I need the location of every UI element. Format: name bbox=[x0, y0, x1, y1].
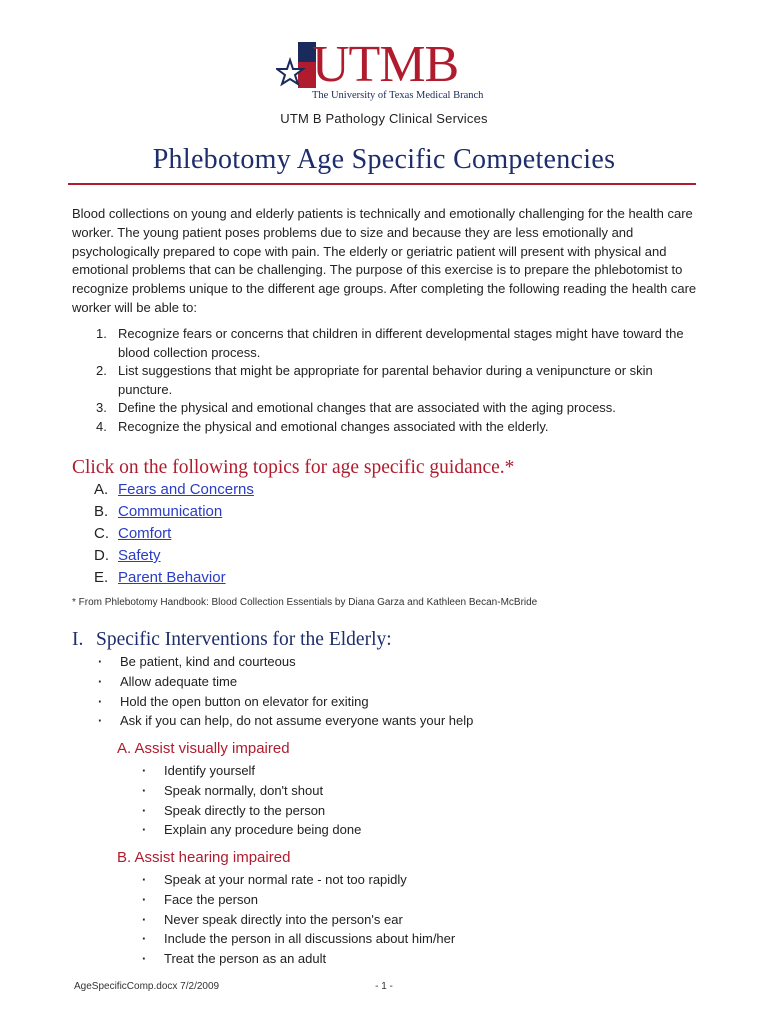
objectives-list bbox=[72, 325, 698, 437]
footer-filename: AgeSpecificComp.docx 7/2/2009 bbox=[74, 981, 220, 992]
list-item: · Speak directly to the person bbox=[138, 801, 361, 821]
section-numeral: I. bbox=[72, 629, 84, 650]
list-item: · Identify yourself bbox=[138, 761, 361, 781]
topic-link-communication[interactable]: Communication bbox=[118, 503, 223, 520]
section-title: Specific Interventions for the Elderly: bbox=[96, 629, 392, 650]
hearing-impaired-list bbox=[138, 870, 455, 969]
topic-item bbox=[94, 479, 254, 501]
list-item: · Face the person bbox=[138, 890, 455, 910]
utmb-logo bbox=[276, 38, 496, 104]
subheading-visually-impaired: A. Assist visually impaired bbox=[117, 740, 290, 757]
list-item: · Never speak directly into the person's ear bbox=[138, 910, 455, 930]
list-item: · Be patient, kind and courteous bbox=[94, 652, 473, 672]
topic-letter: A. bbox=[94, 481, 109, 498]
list-item: · Explain any procedure being done bbox=[138, 820, 361, 840]
topic-links bbox=[94, 479, 254, 589]
topic-letter: E. bbox=[94, 569, 109, 586]
objective-item bbox=[72, 418, 698, 437]
objective-number: 4. bbox=[96, 418, 107, 434]
list-item: · Allow adequate time bbox=[94, 672, 473, 692]
page-title: Phlebotomy Age Specific Competencies bbox=[152, 144, 616, 175]
objective-item bbox=[72, 325, 698, 362]
topic-link-comfort[interactable]: Comfort bbox=[118, 525, 172, 542]
topic-letter: C. bbox=[94, 525, 109, 542]
guidance-heading: Click on the following topics for age specific guidance.* bbox=[72, 457, 515, 478]
topic-link-fears-and-concerns[interactable]: Fears and Concerns bbox=[118, 481, 254, 498]
list-item: · Include the person in all discussions about him/her bbox=[138, 929, 455, 949]
source-note: * From Phlebotomy Handbook: Blood Collection Essentials by Diana Garza and Kathleen Becan-McBride bbox=[72, 597, 538, 608]
list-item: · Speak normally, don't shout bbox=[138, 781, 361, 801]
topic-letter: D. bbox=[94, 547, 109, 564]
topic-link-safety[interactable]: Safety bbox=[118, 547, 161, 564]
objective-text: Recognize fears or concerns that children in different developmental stages might have toward the blood collection process. bbox=[118, 326, 684, 360]
objective-number: 3. bbox=[96, 400, 107, 416]
page-number: - 1 - bbox=[375, 981, 393, 992]
topic-item bbox=[94, 545, 254, 567]
objective-number: 2. bbox=[96, 363, 107, 379]
topic-link-parent-behavior[interactable]: Parent Behavior bbox=[118, 569, 226, 586]
list-item: · Treat the person as an adult bbox=[138, 949, 455, 969]
department-name: UTM B Pathology Clinical Services bbox=[280, 111, 488, 126]
topic-item bbox=[94, 523, 254, 545]
topic-item bbox=[94, 501, 254, 523]
list-item: · Ask if you can help, do not assume everyone wants your help bbox=[94, 711, 473, 731]
intro-paragraph: Blood collections on young and elderly patients is technically and emotionally challenging for the health care worker. The young patient poses problems due to size and because they are less emotionally and psychologically prepared to cope with pain. The elderly or geriatric patient will present with physical and emotional problems that can be challenging. The purpose of this exercise is to prepare the phlebotomist to recognize problems unique to the different age groups. After completing the following reading the health care worker will be able to: bbox=[72, 206, 697, 315]
elderly-interventions-list bbox=[94, 652, 473, 731]
topic-item bbox=[94, 567, 254, 589]
objective-text: Recognize the physical and emotional changes associated with the elderly. bbox=[118, 418, 549, 434]
objective-number: 1. bbox=[96, 326, 107, 341]
objective-text: List suggestions that might be appropriate for parental behavior during a venipuncture or skin puncture. bbox=[118, 363, 653, 397]
objective-text: Define the physical and emotional changes that are associated with the aging process. bbox=[118, 400, 616, 416]
topic-letter: B. bbox=[94, 503, 109, 520]
list-item: · Hold the open button on elevator for exiting bbox=[94, 692, 473, 712]
objective-item bbox=[72, 362, 698, 399]
objective-item bbox=[72, 399, 698, 418]
list-item: · Speak at your normal rate - not too rapidly bbox=[138, 870, 455, 890]
title-divider bbox=[68, 183, 696, 185]
visually-impaired-list bbox=[138, 761, 361, 840]
logo-subtitle: The University of Texas Medical Branch bbox=[312, 90, 484, 101]
logo-wordmark: UTMB bbox=[312, 36, 459, 93]
section-heading bbox=[72, 629, 392, 651]
subheading-hearing-impaired: B. Assist hearing impaired bbox=[117, 849, 291, 866]
